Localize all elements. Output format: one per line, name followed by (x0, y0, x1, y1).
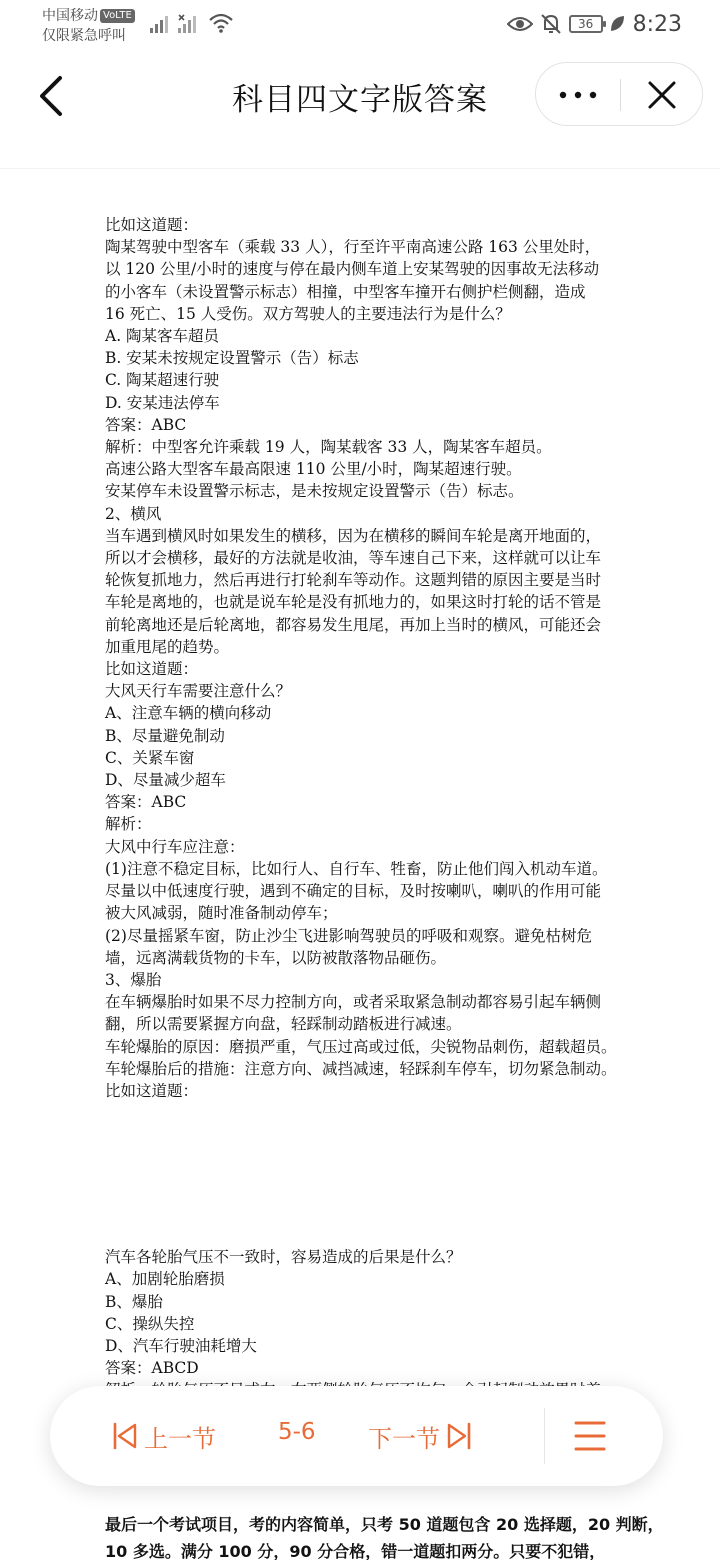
text-line: 大风中行车应注意： (105, 837, 245, 856)
text-line: B、爆胎 (105, 1292, 163, 1311)
text-line: 车轮爆胎后的措施：注意方向、减挡减速，轻踩刹车停车，切勿紧急制动。 (105, 1059, 617, 1078)
text-line: 16 死亡、15 人受伤。双方驾驶人的主要违法行为是什么？ (105, 304, 511, 323)
text-line: 解析：中型客允许乘载 19 人，陶某载客 33 人，陶某客车超员。 (105, 438, 552, 457)
text-line: 答案：ABC (105, 793, 187, 812)
clock: 8:23 (632, 11, 682, 37)
text-line: 2、横风 (105, 504, 162, 523)
blank-space (105, 1102, 665, 1246)
text-line: 大风天行车需要注意什么？ (105, 682, 292, 701)
text-line: 以 120 公里/小时的速度与停在最内侧车道上安某驾驶的因事故无法移动 (105, 260, 600, 279)
carrier-name: 中国移动 (42, 8, 98, 24)
text-line: 墙，远离满载货物的卡车，以防被散落物品砸伤。 (105, 948, 447, 967)
text-line: 陶某驾驶中型客车（乘载 33 人），行至许平南高速公路 163 公里处时， (105, 238, 601, 257)
text-line: 答案：ABC (105, 415, 187, 434)
status-bar (0, 0, 720, 52)
text-line: 比如这道题： (105, 216, 199, 234)
text-line: (2)尽量摇紧车窗，防止沙尘飞进影响驾驶员的呼吸和观察。避免枯树危 (105, 926, 592, 945)
mini-program-capsule (535, 62, 703, 126)
text-line: D、汽车行驶油耗增大 (105, 1336, 257, 1355)
text-line: 比如这道题： (105, 660, 199, 679)
text-line: (1)注意不稳定目标，比如行人、自行车、牲畜，防止他们闯入机动车道。 (105, 859, 608, 878)
text-line: 在车辆爆胎时如果不尽力控制方向，或者采取紧急制动都容易引起车辆侧 (105, 993, 602, 1012)
next-section-button[interactable] (368, 1416, 472, 1456)
document-text (105, 214, 665, 1560)
mute-bell-icon (539, 12, 563, 36)
bold-paragraph: 最后一个考试项目，考的内容简单，只考 50 道题包含 20 选择题，20 判断，10 多选。满分 100 分，90 分合格，错一道题扣两分。只要不犯错， (105, 1514, 664, 1560)
text-line: 车轮爆胎的原因：磨损严重，气压过高或过低，尖锐物品刺伤，超载超员。 (105, 1037, 617, 1056)
text-line: 当车遇到横风时如果发生的横移，因为在横移的瞬间车轮是离开地面的， (105, 526, 602, 545)
text-line: 尽量以中低速度行驶，遇到不确定的目标，及时按喇叭，喇叭的作用可能 (105, 882, 602, 901)
text-line: 比如这道题： (105, 1081, 199, 1100)
signal-icon (150, 14, 172, 34)
carrier-info (42, 6, 135, 46)
article-content[interactable] (0, 168, 720, 1560)
eye-icon (507, 14, 533, 34)
text-line: 高速公路大型客车最高限速 110 公里/小时，陶某超速行驶。 (105, 460, 522, 479)
signal-no-sim-icon (178, 14, 204, 34)
text-line: 轮恢复抓地力，然后再进行打轮刹车等动作。这题判错的原因主要是当时 (105, 571, 602, 590)
battery-icon: 36 (569, 15, 603, 33)
back-button[interactable] (34, 74, 74, 118)
text-line: 被大风减弱，随时准备制动停车； (105, 904, 338, 923)
section-indicator: 5-6 (278, 1419, 316, 1445)
status-right (507, 10, 682, 38)
text-line: A. 陶某客车超员 (105, 327, 220, 346)
text-line: 答案：ABCD (105, 1359, 199, 1378)
text-line: B、尽量避免制动 (105, 726, 225, 745)
text-line: 汽车各轮胎气压不一致时，容易造成的后果是什么？ (105, 1248, 462, 1267)
menu-icon[interactable] (574, 1416, 606, 1456)
page-title: 科目四文字版答案 (232, 82, 488, 118)
text-line: 3、爆胎 (105, 970, 162, 989)
text-line: 翻，所以需要紧握方向盘，轻踩制动踏板进行减速。 (105, 1015, 462, 1034)
text-line: D. 安某违法停车 (105, 393, 220, 412)
text-line: 安某停车未设置警示标志，是未按规定设置警示（告）标志。 (105, 482, 524, 501)
next-section-label: 下一节 (368, 1424, 440, 1453)
text-line: 加重甩尾的趋势。 (105, 637, 230, 656)
bottom-navigation (50, 1386, 663, 1486)
text-line: D、尽量减少超车 (105, 771, 226, 790)
text-line: A、注意车辆的横向移动 (105, 704, 272, 723)
text-line: 解析： (105, 815, 152, 834)
text-line: C. 陶某超速行驶 (105, 371, 220, 390)
more-options-button[interactable] (536, 63, 620, 127)
text-line: 前轮离地还是后轮离地，都容易发生甩尾，再加上当时的横风，可能还会 (105, 615, 602, 634)
skip-next-icon (446, 1422, 472, 1450)
text-line: 所以才会横移，最好的方法就是收油，等车速自己下来，这样就可以让车 (105, 549, 602, 568)
text-line: B. 安某未按规定设置警示（告）标志 (105, 349, 359, 368)
volte-badge: VoLTE (100, 9, 135, 23)
emergency-label: 仅限紧急呼叫 (42, 28, 126, 44)
skip-previous-icon (112, 1422, 138, 1450)
text-line: 车轮是离地的，也就是说车轮是没有抓地力的，如果这时打轮的话不管是 (105, 593, 602, 612)
prev-section-label: 上一节 (144, 1424, 216, 1453)
text-line: C、操纵失控 (105, 1314, 195, 1333)
text-line: A、加剧轮胎磨损 (105, 1270, 225, 1289)
text-line: 的小客车（未设置警示标志）相撞，中型客车撞开右侧护栏侧翻，造成 (105, 282, 586, 301)
nav-divider (544, 1408, 545, 1464)
text-line: C、关紧车窗 (105, 748, 195, 767)
navigation-header (0, 52, 720, 144)
prev-section-button[interactable] (112, 1416, 216, 1456)
leaf-icon (609, 15, 625, 33)
wifi-icon (208, 12, 234, 34)
close-button[interactable] (621, 63, 703, 127)
